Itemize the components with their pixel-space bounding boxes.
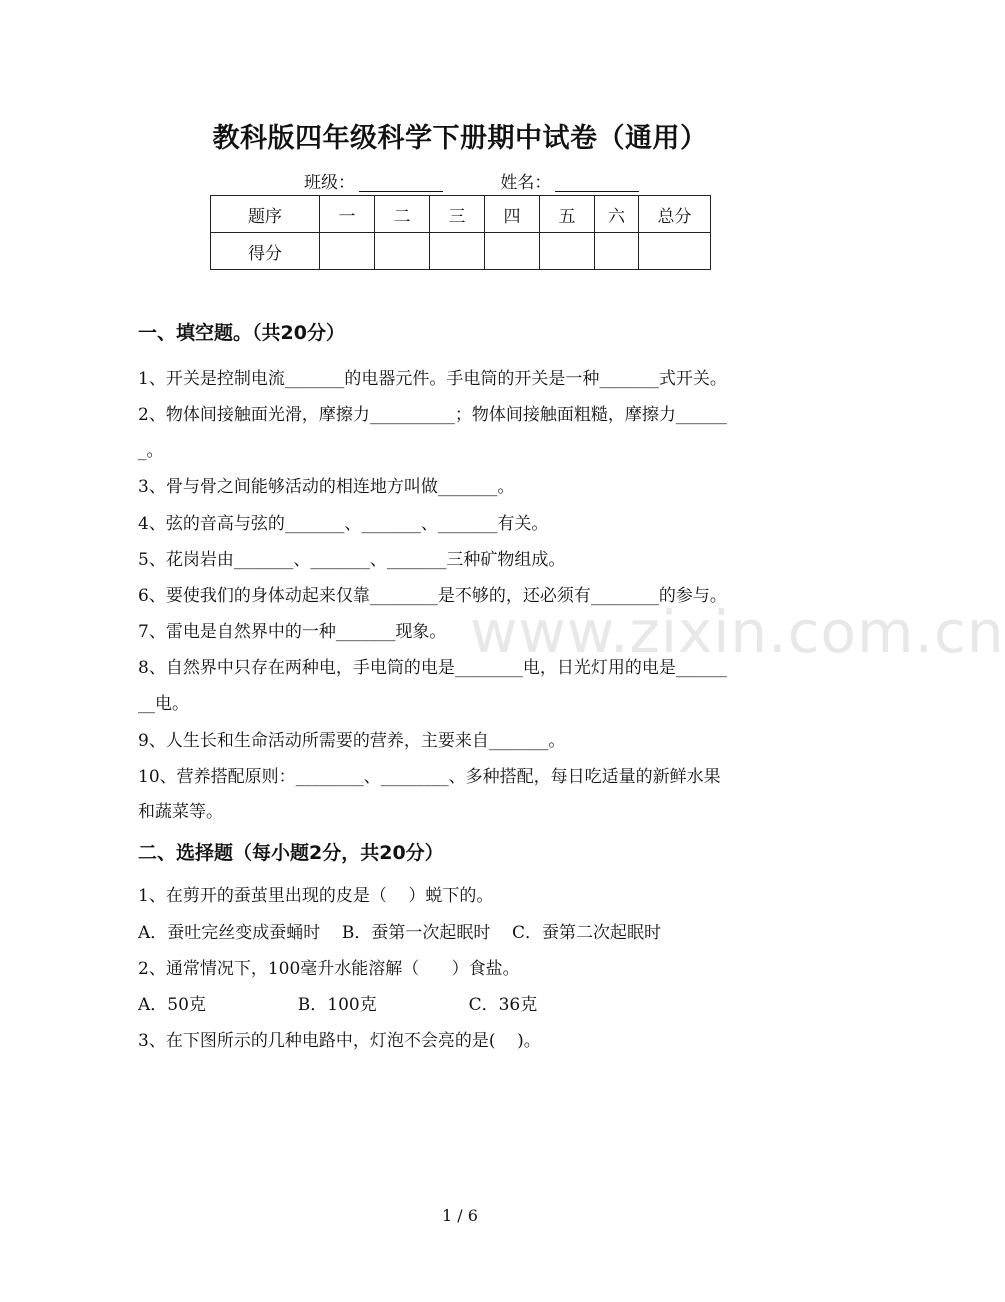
score-row-label: 得分	[211, 233, 320, 270]
name-label: 姓名：	[500, 173, 552, 193]
question-line: 3、骨与骨之间能够活动的相连地方叫做_______。	[138, 477, 515, 497]
score-cell	[320, 233, 375, 270]
page-number: 1 / 6	[442, 1206, 478, 1225]
score-table-header-row	[211, 196, 711, 233]
score-cell	[430, 233, 485, 270]
name-field	[500, 168, 639, 193]
score-header-cell: 总分	[639, 196, 711, 233]
class-blank	[359, 173, 443, 192]
score-header-cell: 六	[595, 196, 639, 233]
question-line: 4、弦的音高与弦的_______、_______、_______有关。	[138, 514, 549, 534]
score-cell	[595, 233, 639, 270]
question-line: 2、通常情况下，100毫升水能溶解（ ）食盐。	[138, 959, 520, 979]
score-header-cell: 四	[485, 196, 540, 233]
question-line: 1、在剪开的蚕茧里出现的皮是（ ）蜕下的。	[138, 886, 494, 906]
question-line: 10、营养搭配原则：________、________、多种搭配，每日吃适量的新鲜水果	[138, 767, 721, 787]
question-line: 5、花岗岩由_______、_______、_______三种矿物组成。	[138, 550, 566, 570]
score-cell	[639, 233, 711, 270]
score-table	[210, 195, 711, 270]
score-header-cell: 题序	[211, 196, 320, 233]
choice-options-line: A．50克 B．100克 C．36克	[138, 995, 538, 1015]
question-line: 和蔬菜等。	[138, 802, 223, 822]
score-header-cell: 一	[320, 196, 375, 233]
question-line: 2、物体间接触面光滑，摩擦力__________；物体间接触面粗糙，摩擦力______	[138, 405, 727, 425]
question-line: __电。	[138, 694, 189, 714]
section-heading-multiple-choice: 二、选择题（每小题2分，共20分）	[138, 842, 444, 864]
question-line: 1、开关是控制电流_______的电器元件。手电筒的开关是一种_______式开关。	[138, 369, 727, 389]
question-line: 6、要使我们的身体动起来仅靠________是不够的，还必须有________的参与。	[138, 586, 727, 606]
watermark: www.zixin.com.cn	[470, 598, 1005, 666]
class-label: 班级：	[304, 173, 355, 193]
score-header-cell: 三	[430, 196, 485, 233]
page-title: 教科版四年级科学下册期中试卷（通用）	[212, 123, 708, 154]
score-cell	[540, 233, 595, 270]
section-heading-fill-blank: 一、填空题。（共20分）	[138, 322, 345, 344]
score-cell	[485, 233, 540, 270]
name-blank	[555, 173, 639, 192]
question-line: 3、在下图所示的几种电路中，灯泡不会亮的是( )。	[138, 1031, 541, 1051]
question-line: _。	[138, 441, 164, 461]
score-cell	[375, 233, 430, 270]
score-header-cell: 五	[540, 196, 595, 233]
class-field	[304, 168, 443, 193]
score-header-cell: 二	[375, 196, 430, 233]
score-table-score-row	[211, 233, 711, 270]
question-line: 8、自然界中只存在两种电，手电筒的电是________电，日光灯用的电是______	[138, 658, 727, 678]
question-line: 9、人生长和生命活动所需要的营养，主要来自_______。	[138, 731, 566, 751]
choice-options-line: A．蚕吐完丝变成蚕蛹时 B．蚕第一次起眠时 C．蚕第二次起眠时	[138, 923, 662, 943]
student-info-line	[304, 168, 691, 193]
question-line: 7、雷电是自然界中的一种_______现象。	[138, 622, 447, 642]
